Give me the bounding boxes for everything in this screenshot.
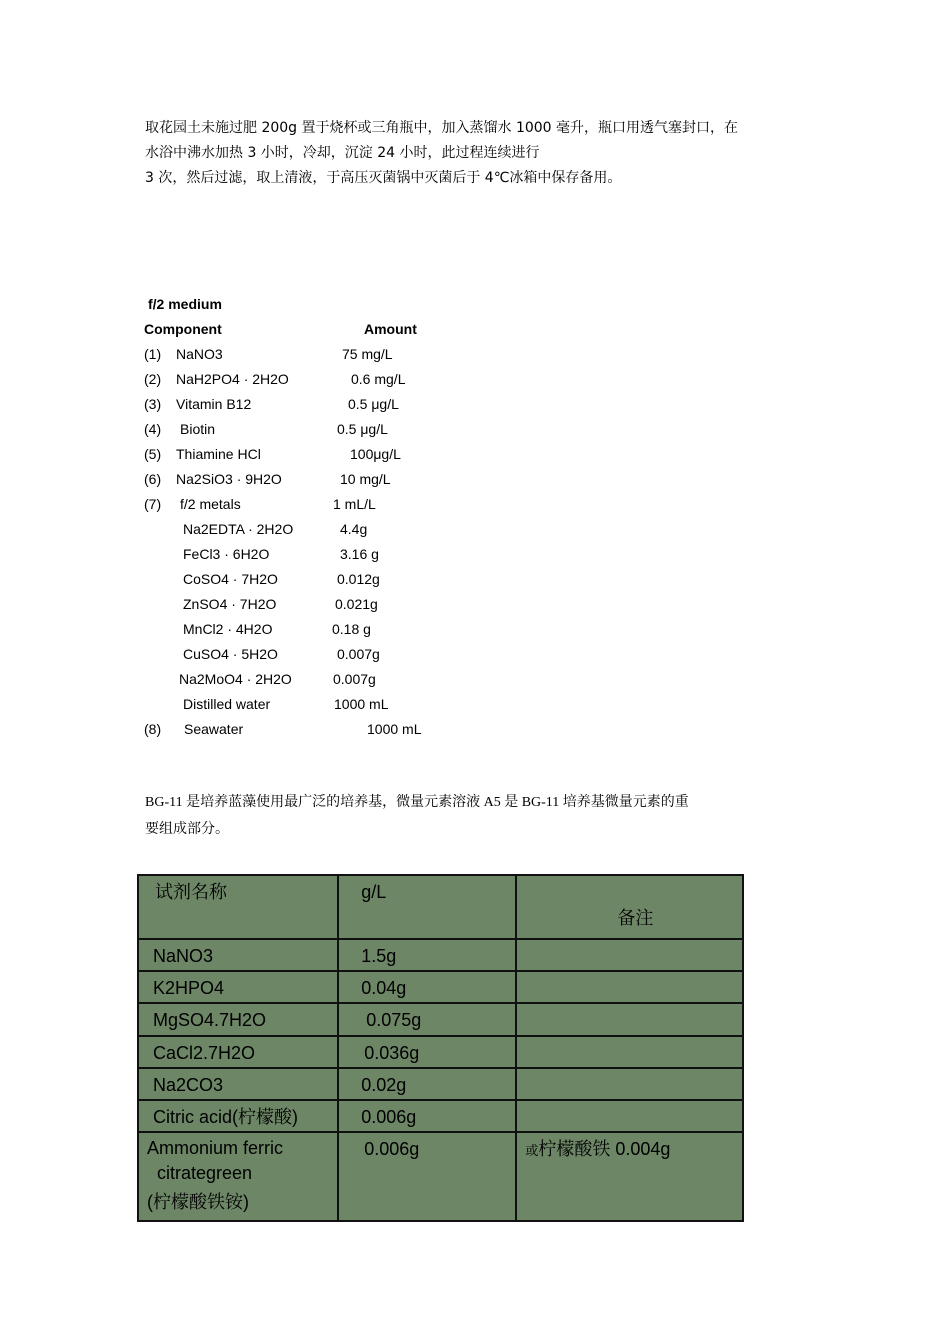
reagent-conc: 0.006g (361, 1107, 417, 1127)
table-row (138, 1036, 743, 1068)
metal-amount: 0.007g (337, 646, 380, 662)
item-amount: 1000 mL (367, 721, 422, 737)
intro-paragraph (145, 116, 815, 191)
metal-name: CoSO4 · 7H2O (183, 571, 278, 587)
header-concentration: g/L (361, 882, 387, 902)
reagent-note (517, 1037, 742, 1039)
metal-name: ZnSO4 · 7H2O (183, 596, 277, 612)
reagent-name: K2HPO4 (153, 978, 225, 998)
reagent-name: MgSO4.7H2O (153, 1010, 267, 1030)
reagent-name-line: (柠檬酸铁铵) (147, 1192, 249, 1212)
reagent-note (517, 1069, 742, 1071)
reagent-note (517, 972, 742, 974)
table-row (138, 1100, 743, 1132)
item-name: Thiamine HCl (176, 446, 261, 462)
item-name: Na2SiO3 · 9H2O (176, 471, 282, 487)
item-name: f/2 metals (180, 496, 241, 512)
item-amount: 10 mg/L (340, 471, 391, 487)
item-num: (8) (144, 721, 162, 737)
table-row (138, 1003, 743, 1036)
table-row (138, 971, 743, 1003)
bg11-line: 要组成部分。 (145, 822, 229, 837)
table-row (138, 1132, 743, 1221)
metal-name: Na2EDTA · 2H2O (183, 521, 294, 537)
item-amount: 0.6 mg/L (351, 371, 406, 387)
item-num: (6) (144, 471, 162, 487)
reagent-name (139, 1133, 337, 1219)
reagent-conc: 0.02g (361, 1075, 407, 1095)
item-num: (2) (144, 371, 162, 387)
reagent-note (517, 940, 742, 942)
reagent-note (517, 1004, 742, 1006)
metal-amount: 1000 mL (334, 696, 389, 712)
f2-medium-section (144, 293, 464, 743)
item-name: NaNO3 (176, 346, 223, 362)
item-amount: 0.5 μg/L (337, 421, 388, 437)
table-row (138, 939, 743, 971)
header-note: 备注 (617, 908, 654, 928)
item-num: (1) (144, 346, 162, 362)
metal-name: MnCl2 · 4H2O (183, 621, 273, 637)
reagent-name: CaCl2.7H2O (153, 1043, 256, 1063)
reagent-conc: 0.075g (366, 1010, 422, 1030)
item-name: Seawater (184, 721, 244, 737)
item-amount: 1 mL/L (333, 496, 376, 512)
metal-name: Distilled water (183, 696, 271, 712)
reagent-name: Citric acid(柠檬酸) (153, 1107, 299, 1127)
metal-name: FeCl3 · 6H2O (183, 546, 270, 562)
item-num: (7) (144, 496, 162, 512)
item-amount: 100μg/L (350, 446, 401, 462)
bg11-paragraph (145, 789, 825, 843)
reagent-conc: 0.036g (364, 1043, 420, 1063)
metal-amount: 3.16 g (340, 546, 379, 562)
metal-amount: 0.18 g (332, 621, 371, 637)
reagent-table (137, 874, 744, 1222)
table-row (138, 1068, 743, 1100)
item-name: NaH2PO4 · 2H2O (176, 371, 289, 387)
intro-line: 水浴中沸水加热 3 小时，冷却，沉淀 24 小时，此过程连续进行 (145, 145, 540, 161)
intro-line: 3 次，然后过滤，取上清液，于高压灭菌锅中灭菌后于 4℃冰箱中保存备用。 (145, 170, 622, 186)
item-amount: 0.5 μg/L (348, 396, 399, 412)
metal-name: Na2MoO4 · 2H2O (179, 671, 292, 687)
note-prefix: 或 (525, 1143, 539, 1158)
amount-header: Amount (364, 321, 417, 337)
metal-name: CuSO4 · 5H2O (183, 646, 278, 662)
reagent-name-line: Ammonium ferric (147, 1138, 284, 1158)
metal-amount: 0.012g (337, 571, 380, 587)
table-header-row (138, 875, 743, 939)
reagent-conc: 0.006g (364, 1139, 420, 1159)
metal-amount: 4.4g (340, 521, 368, 537)
reagent-conc: 0.04g (361, 978, 407, 998)
f2-title: f/2 medium (148, 296, 222, 312)
component-header: Component (144, 321, 222, 337)
reagent-note (517, 1133, 742, 1165)
reagent-note (517, 1101, 742, 1103)
item-num: (4) (144, 421, 162, 437)
item-num: (5) (144, 446, 162, 462)
reagent-name: Na2CO3 (153, 1075, 224, 1095)
note-text: 柠檬酸铁 0.004g (538, 1139, 671, 1159)
header-reagent-name: 试剂名称 (155, 882, 227, 902)
metal-amount: 0.007g (333, 671, 376, 687)
metal-amount: 0.021g (335, 596, 378, 612)
reagent-name: NaNO3 (153, 946, 214, 966)
item-name: Vitamin B12 (176, 396, 252, 412)
intro-line: 取花园土未施过肥 200g 置于烧杯或三角瓶中，加入蒸馏水 1000 毫升，瓶口用透气塞封口，在 (145, 120, 739, 136)
reagent-conc: 1.5g (361, 946, 397, 966)
item-num: (3) (144, 396, 162, 412)
item-name: Biotin (180, 421, 216, 437)
reagent-name-line: citrategreen (157, 1163, 253, 1183)
bg11-line: BG-11 是培养蓝藻使用最广泛的培养基，微量元素溶液 A5 是 BG-11 培养基微量元素的重 (145, 795, 689, 810)
item-amount: 75 mg/L (342, 346, 393, 362)
